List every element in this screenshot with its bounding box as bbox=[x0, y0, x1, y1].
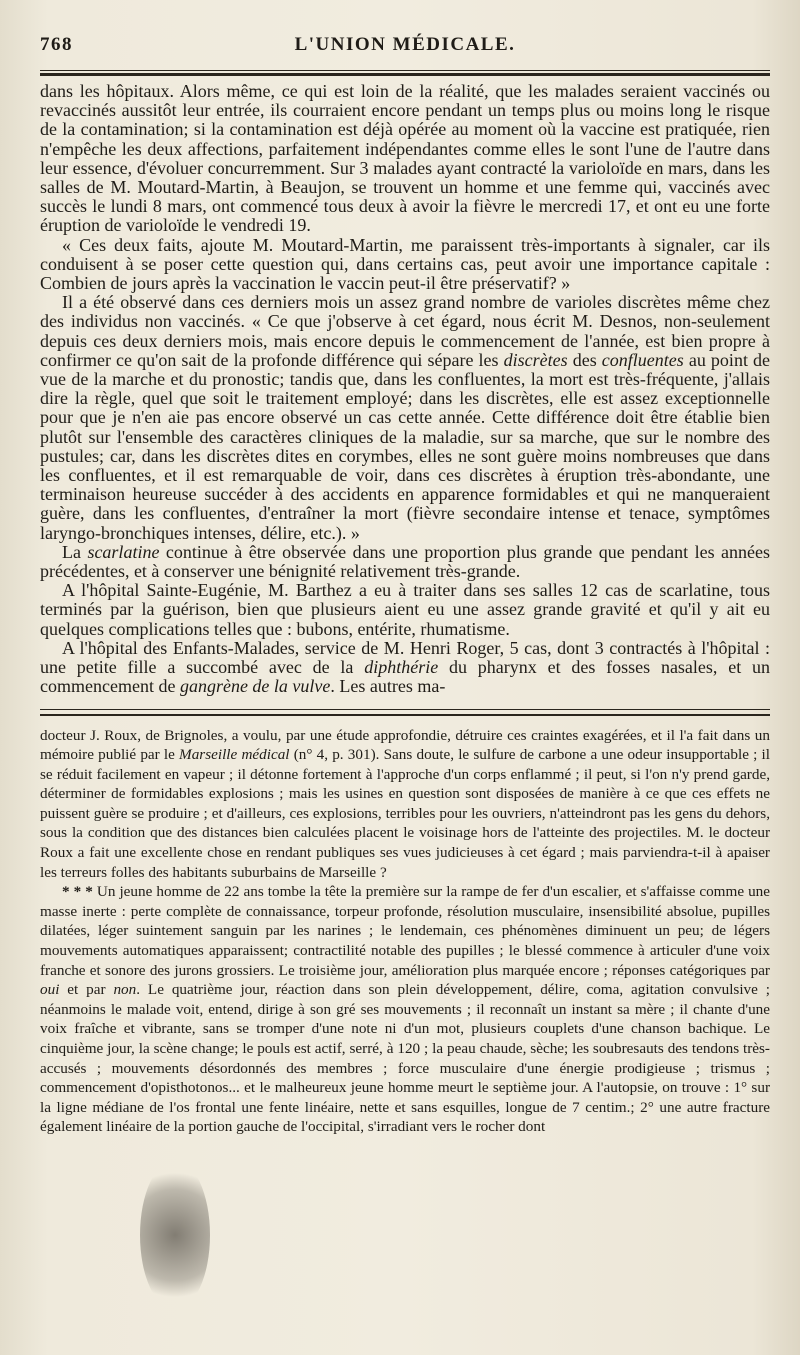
italic-term: scarlatine bbox=[87, 541, 160, 562]
paragraph-sulfure-carbone bbox=[40, 726, 770, 883]
ink-stain bbox=[140, 1160, 210, 1310]
text-run: . Les autres ma- bbox=[330, 676, 446, 697]
text-run: continue à être observée dans une proportion plus grande que pendant les années précédentes, et à conserver une bénignité relativement très-grande. bbox=[40, 541, 770, 582]
paragraph-jeune-homme bbox=[40, 882, 770, 1137]
italic-term: non bbox=[113, 981, 137, 999]
text-run: « Ces deux faits, ajoute M. Moutard-Martin, me paraissent très-importants à signaler, car ils conduisent à se poser cette question qui, dans certains cas, peut avoir une importance capitale : Combien de jours après la vaccination le vaccin peut-il être préservatif? » bbox=[40, 234, 770, 294]
header-rule-thick bbox=[40, 73, 770, 76]
main-article bbox=[40, 82, 770, 697]
feuilleton-section bbox=[40, 726, 770, 1137]
feuilleton-separator bbox=[40, 709, 770, 716]
page-header bbox=[40, 24, 770, 64]
paragraph-varioles-discretes bbox=[40, 293, 770, 543]
page-number: 768 bbox=[40, 34, 73, 55]
text-run: et par bbox=[59, 981, 114, 999]
paragraph-enfants-malades bbox=[40, 639, 770, 697]
header-rule bbox=[40, 70, 770, 71]
italic-term: Marseille médical bbox=[179, 746, 290, 764]
text-run: des bbox=[567, 349, 602, 370]
text-run: Un jeune homme de 22 ans tombe la tête la première sur la rampe de fer d'un escalier, et s'affaisse comme une masse inerte : perte complète de connaissance, torpeur profonde, résolution musculaire, insensibilité absolue, pupilles dilatées, léger suintement sanguin par les narines ; le lendemain, ces phénomènes diminuent un peu; de légers mouvements automatiques apparaissent; contractilité notable des pupilles ; le blessé commence à articuler d'une voix franche et sonore des jurons grossiers. Le troisième jour, amélioration plus marquée encore ; réponses catégoriques par bbox=[40, 883, 771, 979]
text-run: La bbox=[62, 541, 88, 562]
italic-term: diphthérie bbox=[364, 657, 439, 678]
paragraph-sainte-eugenie bbox=[40, 581, 770, 639]
italic-term: confluentes bbox=[601, 349, 684, 370]
italic-term: discrètes bbox=[503, 349, 568, 370]
text-run: docteur J. Roux, de Brignoles, a voulu, par une étude approfondie, détruire ces craintes exagérées, et il l'a fait dans un mémoire publié par le bbox=[40, 726, 770, 764]
text-run: au point de vue de la marche et du pronostic; tandis que, dans les confluentes, la mort est très-fréquente, j'allais dire la règle, quel que soit le traitement employé; dans les discrètes, elle est assez exceptionnelle pour que je n'en aie pas encore observé un cas cette année. Cette différence doit être établie bien plutôt sur l'ensemble des caractères cliniques de la maladie, sur sa marche, que sur le nombre des pustules; car, dans les discrètes dites en corymbes, elles ne sont guère moins nombreuses que dans les confluentes, et il est remarquable de voir, dans ces discrètes à éruption très-abondante, une terminaison heureuse succéder à des accidents en apparence formidables et qui ne manqueraient guère, dans les confluentes, d'entraîner la mort (fièvre secondaire intense et tenace, symptômes laryngo-bronchiques intenses, délire, etc.). » bbox=[40, 349, 771, 543]
text-run: (n° 4, p. 301). Sans doute, le sulfure de carbone a une odeur insupportable ; il se réduit facilement en vapeur ; il détonne fortement à l'approche d'un corps enflammé ; il peut, si l'on n'y prend garde, déterminer de formidables explosions ; mais les usines en question sont disposées de manière à ce que ces effets ne puissent guère se produire ; et d'ailleurs, ces explosions, terribles pour les ouvriers, n'atteindront pas les gens du dehors, sous la condition que des distances bien calculées placent le voisinage hors de l'atteinte des projectiles. M. le docteur Roux a fait une excellente chose en rendant publiques ses vues judicieuses à cet égard ; mais parviendra-t-il à apaiser les terreurs folles des habitants suburbains de Marseille ? bbox=[40, 746, 771, 881]
asterism: * * * bbox=[62, 883, 93, 901]
text-run: du pharynx et des fosses nasales, et un commencement de bbox=[40, 657, 770, 697]
text-run: A l'hôpital des Enfants-Malades, service de M. Henri Roger, 5 cas, dont 3 contractés à l'hôpital : une petite fille a succombé avec de la bbox=[40, 637, 770, 678]
text-run: A l'hôpital Sainte-Eugénie, M. Barthez a eu à traiter dans ses salles 12 cas de scarlatine, tous terminés par la guérison, bien que plusieurs aient eu une assez grande gravité et qu'il y ait eu quelques complications telles que : bubons, entérite, rhumatisme. bbox=[40, 580, 770, 639]
paragraph-scarlatine bbox=[40, 543, 770, 581]
text-run: Il a été observé dans ces derniers mois un assez grand nombre de varioles discrètes même chez des individus non vaccinés. « Ce que j'observe à cet égard, nous écrit M. Desnos, non-seulement depuis ces deux derniers mois, mais encore depuis le commencement de l'année, est bien propre à confirmer ce qu'on sait de la profonde différence qui sépare les bbox=[40, 292, 770, 370]
text-run: . Le quatrième jour, réaction dans son plein développement, délire, coma, agitation convulsive ; néanmoins le malade voit, entend, dirige à son gré ses mouvements ; il reconnaît un instant sa mère ; il chante d'une voix fraîche et vibrante, sans se tromper d'une note ni d'un mot, plusieurs couplets d'une chanson bachique. Le cinquième jour, la scène change; le pouls est actif, serré, à 120 ; la peau chaude, sèche; les soubresauts des tendons très-accusés ; mouvements désordonnés des membres ; force musculaire d'une énergie prodigieuse ; trismus ; commencement d'opisthotonos... et le malheureux jeune homme meurt le septième jour. A l'autopsie, on trouve : 1° sur la ligne médiane de l'os frontal une fente linéaire, nette et sans esquilles, longue de 7 centim.; 2° une autre fracture également linéaire de la portion gauche de l'occipital, s'irradiant vers le rocher dont bbox=[40, 981, 770, 1136]
journal-title: L'UNION MÉDICALE. bbox=[294, 34, 516, 55]
italic-term: oui bbox=[40, 981, 60, 999]
text-run: dans les hôpitaux. Alors même, ce qui est loin de la réalité, que les malades seraient vaccinés ou revaccinés aussitôt leur entrée, ils courraient encore pendant un temps plus ou moins long le risque de la contamination; si la contamination est déjà opérée au moment où la vaccine est pratiquée, rien n'empêche les deux affections, parfaitement indépendantes comme elles le sont l'une de l'autre dans leur essence, d'évoluer concurremment. Sur 3 malades ayant contracté la varioloïde en mars, dans les salles de M. Moutard-Martin, à Beaujon, se trouvent un homme et une femme qui, vaccinés avec succès le lundi 8 mars, ont commencé tous deux à avoir la fièvre le mercredi 17, et ont eu une forte éruption de varioloïde le vendredi 19. bbox=[40, 81, 770, 236]
paragraph-variolode bbox=[40, 82, 770, 236]
paragraph-quote-moutard-martin bbox=[40, 236, 770, 294]
italic-term: gangrène de la vulve bbox=[179, 676, 331, 697]
